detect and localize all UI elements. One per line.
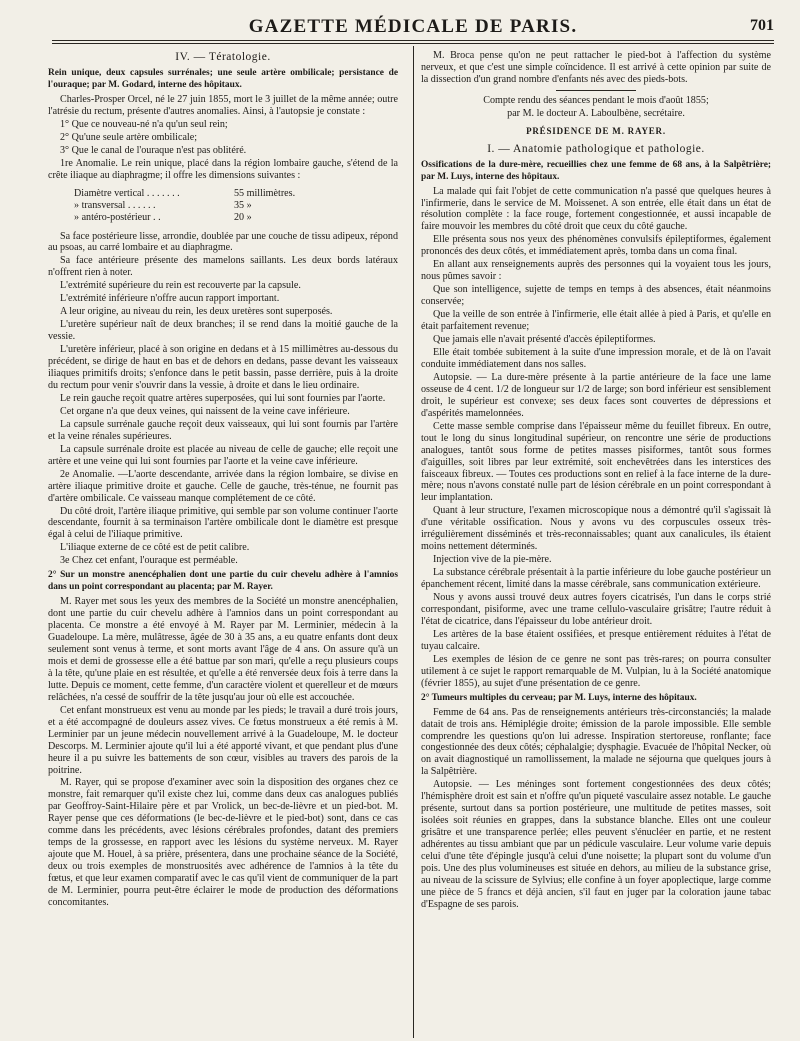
paragraph: La substance cérébrale présentait à la partie inférieure du lobe gauche postérieur un épanchement récent, limité dans la masse cérébrale, sans communication extérieure. <box>421 567 771 591</box>
paragraph: Cet organe n'a que deux veines, qui naissent de la veine cave inférieure. <box>60 405 350 417</box>
dimension-row <box>74 200 398 212</box>
journal-title: GAZETTE MÉDICALE DE PARIS. <box>248 16 578 37</box>
dimension-label: » transversal . . . . . . <box>74 199 156 211</box>
page-number: 701 <box>750 17 774 34</box>
paragraph: Charles-Prosper Orcel, né le 27 juin 1855, mort le 3 juillet de la même année; outre l'atrésie du rectum, présente d'autres anomalies. Ainsi, à l'autopsie je constate : <box>48 93 398 117</box>
paragraph: La capsule surrénale gauche reçoit deux vaisseaux, qui lui sont fournis par l'artère et la veine rénales supérieures. <box>48 418 398 442</box>
paragraph: Sa face postérieure lisse, arrondie, doublée par une couche de tissu adipeux, répond au psoas, au carré lombaire et au diaphragme. <box>48 230 398 254</box>
paragraph: Que jamais elle n'avait présenté d'accès épileptiformes. <box>433 334 656 346</box>
paragraph: M. Rayer met sous les yeux des membres de la Société un monstre anencéphalien, dont une partie du cuir chevelu adhère à l'amnios dans un point correspondant au placenta. Ce monstre a été envoyé à M. Rayer par M. Lerminier, médecin à la Guadeloupe. La mère, mulâtresse, âgée de 30 à 35 ans, a eu quatre enfants dont deux seulement sont venus à terme, et sont morts avant l'âge de 4 ans. On assure qu'à un mois et demi de grossesse elle a été battue par son mari, qu'elle a reçu plusieurs coups à la tête, qu'une plaie en est résultée, et qu'elle a été renversée deux fois à terre dans la lutte. Depuis ce moment, cette femme, d'un caractère violent et querelleur et de mœurs relâchées, n'a cessé de souffrir de la tête jusqu'au jour où elle est accouchée. <box>48 596 398 703</box>
header-rule <box>52 40 774 41</box>
paragraph: En allant aux renseignements auprès des personnes qui la voyaient tous les jours, nous pûmes savoir : <box>421 259 771 283</box>
paragraph: 2e Anomalie. —L'aorte descendante, arrivée dans la région lombaire, se divise en artère iliaque primitive droite et gauche. Celle de gauche, très-ténue, ne fournit pas d'artère ombilicale. Ce vaisseau manque complétement de ce côté. <box>48 468 398 504</box>
paragraph: Injection vive de la pie-mère. <box>433 554 552 566</box>
paragraph: Elle était tombée subitement à la suite d'une impression morale, et de là on l'avait conduite immédiatement dans nos salles. <box>421 346 771 370</box>
paragraph: Femme de 64 ans. Pas de renseignements antérieurs très-circonstanciés; la malade datait de trois ans. Hémiplégie droite; émission de la parole impossible. Elle semble comprendre les questions qu'on lui adresse. Inspiration stertoreuse, ronflante; face congestionnée des deux côtés; céphalalgie; dysphagie. Evacuée de l'hôpital Necker, où on avait diagnostiqué un ramollissement, la malade ne séjourna que quelques jours à la Salpêtrière. <box>421 706 771 778</box>
paragraph: Autopsie. — La dure-mère présente à la partie antérieure de la face une lame osseuse de 4 cent. 1/2 de longueur sur 1/2 de large; son bord inférieur est sensiblement droit, le supérieur est convexe; ses deux faces sont couvertes de dépressions et d'aspérités mamelonnées. <box>421 371 771 419</box>
report-title: Compte rendu des séances pendant le mois d'août 1855; <box>483 94 709 106</box>
page-header <box>52 14 774 40</box>
paragraph: Sa face antérieure présente des mamelons saillants. Les deux bords latéraux n'offrent rien à noter. <box>48 255 398 279</box>
column-divider <box>413 46 414 1038</box>
paragraph: Que son intelligence, sujette de temps en temps à des absences, était néanmoins conservée; <box>421 284 771 308</box>
dimension-row <box>74 212 398 224</box>
section-title-anatomie: I. — Anatomie pathologique et pathologie. <box>487 142 705 155</box>
dimension-label: Diamètre vertical . . . . . . . <box>74 187 180 199</box>
presidence-line: PRÉSIDENCE DE M. RAYER. <box>526 125 666 136</box>
paragraph: L'extrémité inférieure n'offre aucun rapport important. <box>60 293 280 305</box>
paragraph: 1re Anomalie. Le rein unique, placé dans la région lombaire gauche, s'étend de la crête iliaque au diaphragme; il offre les dimensions suivantes : <box>48 157 398 181</box>
section-rule <box>556 90 636 91</box>
paragraph: A leur origine, au niveau du rein, les deux uretères sont superposés. <box>60 306 333 318</box>
dimension-label: » antéro-postérieur . . <box>74 211 161 223</box>
paragraph: Elle présenta sous nos yeux des phénomènes convulsifs épileptiformes, également prononcés des deux côtés, et immédiatement après, tomba dans un coma final. <box>421 234 771 258</box>
right-column <box>421 50 771 1035</box>
dimension-value: 35 » <box>234 199 252 211</box>
section-title-teratologie: IV. — Tératologie. <box>175 51 271 63</box>
paragraph: 3° Que le canal de l'ouraque n'est pas oblitéré. <box>60 144 247 156</box>
paragraph: 1° Que ce nouveau-né n'a qu'un seul rein; <box>60 118 228 130</box>
paragraph: Les artères de la base étaient ossifiées, et presque entièrement réduites à l'état de tuyau calcaire. <box>421 628 771 652</box>
case-heading-anencephalien: 2° Sur un monstre anencéphalien dont une partie du cuir chevelu adhère à l'amnios dans un point correspondant au placenta; par M. Rayer. <box>48 570 398 593</box>
dimensions-table <box>74 188 398 224</box>
dimension-row <box>74 188 398 200</box>
case-heading-ossifications: Ossifications de la dure-mère, recueillies chez une femme de 68 ans, à la Salpêtrière; par M. Luys, interne des hôpitaux. <box>421 159 771 182</box>
paragraph: 2° Qu'une seule artère ombilicale; <box>60 131 198 143</box>
paragraph: Les exemples de lésion de ce genre ne sont pas très-rares; on pourra consulter utilement à ce sujet le rapport remarquable de M. Vulpian, lu à la Société anatomique (février 1855), au sujet d'une présentation de ce genre. <box>421 653 771 689</box>
case-heading-rein-unique: Rein unique, deux capsules surrénales; une seule artère ombilicale; persistance de l'ouraque; par M. Godard, interne des hôpitaux. <box>48 67 398 90</box>
paragraph: L'iliaque externe de ce côté est de petit calibre. <box>60 542 250 554</box>
paragraph: Quant à leur structure, l'examen microscopique nous a démontré qu'il s'agissait là d'une véritable ossification. Nous y avons vu des corpuscules osseux très-irrégulièrement disséminés et très-reconnaissables; quant aux canalicules, ils étaient moins nettement déterminés. <box>421 505 771 553</box>
paragraph: La malade qui fait l'objet de cette communication n'a passé que quelques heures à l'infirmerie, dans le service de M. Moissenet. A son entrée, elle était dans un état de résolution complète : la face rouge, fortement congestionnée, et aussi incapable de faire mouvoir les membres du côté droit que ceux du côté gauche. <box>421 185 771 233</box>
paragraph: L'extrémité supérieure du rein est recouverte par la capsule. <box>60 280 301 292</box>
paragraph: Autopsie. — Les méninges sont fortement congestionnées des deux côtés; l'hémisphère droit est sain et n'offre qu'un piqueté vasculaire assez notable. Le gauche présente, surtout dans sa portion postérieure, une multitude de petites masses, soit isolées soit réunies en grappes, dans la substance blanche. Elles ont une couleur grisâtre et une transparence perlée; elles peuvent s'énucléer en partie, et ne restent adhérentes au tissu ambiant que par un pédicule vasculaire. Leur volume varie depuis celui d'une tête d'épingle jusqu'à celui d'une noisette; la plupart sont du volume d'un pois. Une des plus volumineuses est située en dehors, au milieu de la substance grise, au niveau de la scissure de Sylvius; elle confine à un foyer apoplectique, large comme une pièce de 5 francs et déjà ancien, s'il faut en juger par la coloration jaune tabac d'Espagne de ses parois. <box>421 779 771 910</box>
dimension-value: 20 » <box>234 211 252 223</box>
paragraph: L'uretère inférieur, placé à son origine en dedans et à 15 millimètres au-dessous du précédent, se dirige de haut en bas et de dehors en dedans, passe devant les vaisseaux iliaques primitifs droits; s'enfonce dans le petit bassin, passe derrière, puis à la droite du rectum pour venir s'ouvrir dans la vessie, à droite et dans le lieu ordinaire. <box>48 344 398 391</box>
paragraph: Que la veille de son entrée à l'infirmerie, elle était allée à pied à Paris, et qu'elle en était parfaitement revenue; <box>421 309 771 333</box>
paragraph: 3e Chez cet enfant, l'ouraque est perméable. <box>60 555 238 567</box>
paragraph: M. Rayer, qui se propose d'examiner avec soin la disposition des organes chez ce monstre, fait remarquer qu'il existe chez lui, comme dans deux cas analogues publiés par Geoffroy-Saint-Hilaire père et par Vrolick, un bec-de-lièvre et un pied-bot. M. Rayer pense que ces déformations (le bec-de-lièvre et le pied-bot) sont, dans ce cas comme dans les précédents, avec lésions cérébrales profondes, datant des premiers temps de la grossesse, en rapport avec les lésions du système nerveux. M. Rayer ajoute que M. Houel, à sa prière, présentera, dans une prochaine séance de la Société, deux ou trois exemples de monstruosités avec adhérence de l'amnios à la tête du fœtus, et que leur examen comparatif avec le cas qu'il vient de communiquer de la part de M. Lerminier, pourra peut-être éclairer le mode de production des déformations concomitantes. <box>48 777 398 908</box>
paragraph: Cet enfant monstrueux est venu au monde par les pieds; le travail a duré trois jours, et a été accompagné de douleurs assez vives. Ce fœtus monstrueux a été remis à M. Lerminier par un jeune médecin nouvellement arrivé à la Guadeloupe, M. le docteur Descorps. M. Lerminier ajoute qu'il lui a été apporté vivant, et que pendant plus d'une heure il a pu suivre les battements de son cœur, visibles au travers des parois de la poitrine. <box>48 704 398 776</box>
paragraph: Nous y avons aussi trouvé deux autres foyers cicatrisés, l'un dans le corps strié correspondant, pisiforme, avec une trame cellulo-vasculaire grisâtre; l'autre réduit à l'état de cicatrice, dans l'épaisseur du lobe antérieur droit. <box>421 592 771 627</box>
paragraph: Cette masse semble comprise dans l'épaisseur même du feuillet fibreux. En outre, tout le long du sinus longitudinal supérieur, on rencontre une série de productions analogues, tantôt sous forme de petites masses pisiformes, tantôt sous formes d'aiguilles, soit libres par leur extrémité, soit enchevêtrées dans les interstices des faisceaux fibreux. — Toutes ces productions sont en relief à la face interne de la dure-mère; nous n'avons constaté nulle part de lésion cérébrale en un point correspondant à leur implantation. <box>421 420 771 504</box>
paragraph: Du côté droit, l'artère iliaque primitive, qui semble par son volume continuer l'aorte descendante, fournit à sa terminaison l'artère ombilicale dont le diamètre est presque égal à celui de l'iliaque primitive. <box>48 505 398 541</box>
left-column <box>48 50 398 1035</box>
report-author: par M. le docteur A. Laboulbène, secrétaire. <box>507 107 685 119</box>
paragraph: L'uretère supérieur naît de deux branches; il se rend dans la moitié gauche de la vessie. <box>48 319 398 343</box>
header-rule-thin <box>52 43 774 44</box>
paragraph: La capsule surrénale droite est placée au niveau de celle de gauche; elle reçoit une artère et une veine qui lui sont fournies par l'aorte et la veine cave inférieure. <box>48 443 398 467</box>
case-heading-tumeurs: 2° Tumeurs multiples du cerveau; par M. Luys, interne des hôpitaux. <box>421 692 697 703</box>
paragraph: M. Broca pense qu'on ne peut rattacher le pied-bot à l'affection du système nerveux, et que c'est une simple coïncidence. Il est arrivé à cette opinion par suite de la dissection d'un grand nombre d'enfants nés avec des pieds-bots. <box>421 50 771 85</box>
paragraph: Le rein gauche reçoit quatre artères superposées, qui lui sont fournies par l'aorte. <box>60 392 386 404</box>
dimension-value: 55 millimètres. <box>234 187 296 199</box>
